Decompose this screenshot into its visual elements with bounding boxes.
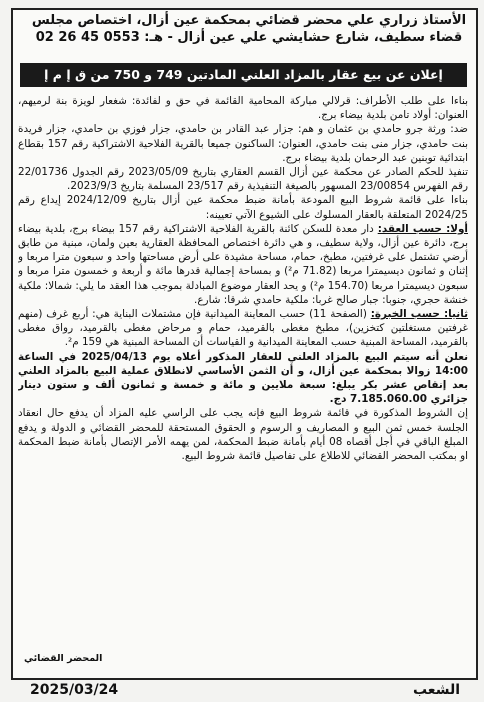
notice-title-banner: إعلان عن بيع عقار بالمزاد العلني المادتين 749 و 750 من ق إ م إ xyxy=(20,63,467,87)
paragraph-property-deed xyxy=(18,222,468,307)
publication-footer xyxy=(30,680,460,700)
paragraph-against: ضد: ورثة جرو حامدي بن عثمان و هم: جزار عبد القادر بن حامدي، جزار فوزي بن حامدي، جزار فريدة بنت حامدي، جزار منى بنت حامدي، العنوان: الساكنون جميعا بالقرية الفلاحية الاشتراكية رقم 157 بقطاع ابتدائية توبنين عبد الرحمان بلدية بيضاء برج. xyxy=(18,123,468,164)
header-line1: الأستاذ زراري علي محضر قضائي بمحكمة عين أزال، اختصاص مجلس xyxy=(31,13,467,28)
property-expertise-text: (الصفحة 11) حسب المعاينة الميدانية فإن مشتملات البناية هي: أربع غرف (منهم غرفتين مستغلتين كتخزين)، مطبخ مغطى بالقرميد، حمام و مرحاض مغطى بالقرميد، رواق مغطى بالقرميد، المساحة المبنية حسب المعاينة الميدانية و القياسات أن المساحة المبنية هي 159 م². xyxy=(18,308,468,349)
header-address: قضاء سطيف، شارع حشايشي علي عين أزال - هـ: xyxy=(144,30,463,45)
paragraph-execution: تنفيذ للحكم الصادر عن محكمة عين أزال القسم العقاري بتاريخ 2023/05/09 رقم الجدول 22/01736 رقم الفهرس 23/00854 المسهور بالصيغة التنفيذية رقم 23/517 المسلمة بتاريخ 2023/9/3. xyxy=(18,166,468,193)
paragraph-request: بناءا على طلب الأطراف: قرلالي مباركة المحامية القائمة في حق و لفائدة: شغعار لويزة بنة لرميهم، العنوان: أولاد تامن بلدية بيضاء برج. xyxy=(18,95,468,122)
publication-name: الشعب xyxy=(412,682,460,698)
notice-header xyxy=(24,12,474,46)
paragraph-property-expertise xyxy=(18,307,468,350)
paragraph-conditions: بناءا على قائمة شروط البيع المودعة بأمانة ضبط محكمة عين أزال بتاريخ 2024/12/09 إيداع رقم 2024/25 المتعلقة بالعقار المسلوك على الشيوع الآتي تعيينه: xyxy=(18,194,468,221)
header-line2 xyxy=(24,29,474,46)
property-deed-label: أولا: حسب العقد: xyxy=(377,222,468,235)
property-deed-text: دار معدة للسكن كائنة بالقرية الفلاحية الاشتراكية رقم 157 بيضاء برج، بلدية بيضاء برج، دائرة عين أزال، ولاية سطيف، و هي دائرة اختصاص المحافظة العقارية بعين ولمان، مبنية من طابق أرضي تشتمل على غرفتين، مطبخ، حمام، مساحة مشيدة على أرض مساحتها واحد و سبعون مترا مربعا و إثنان و ثمانون ديسيمترا مربعا (71.82 م²) و بمساحة إجمالية قدرها مائة و أربعة و خمسون مترا مربعا و سبعون ديسيمترا مربعا (154.70 م²) و يحد العقار موضوع المبادلة بموجب هذا العقد ما يلي: شمالا: ملكية خنشة حجري، جنوبا: جبار صالح غربا: ملكية حامدي شرقا: شارع. xyxy=(18,222,468,306)
header-phone: 02 26 45 0553 xyxy=(35,30,140,45)
paragraph-auction-announcement: نعلن أنه سيتم البيع بالمزاد العلني للعقار المذكور أعلاه يوم 2025/04/13 في الساعة 14:00 زوالا بمحكمة عين أزال، و أن الثمن الأساسي لانطلاق عملية البيع بالمزاد العلني بعد إنقاص عشر بكر يبلغ: سبعة ملايين و مائة و خمسة و ثمانون ألف و ستون دينار جزائري 7.185.060.00 دج. xyxy=(18,350,468,406)
property-expertise-label: ثانيا: حسب الخبرة: xyxy=(370,308,468,321)
notice-body xyxy=(18,94,468,649)
publication-date: 2025/03/24 xyxy=(30,682,119,698)
bailiff-signature: المحضر القضائي xyxy=(24,653,103,664)
paragraph-payment-terms: إن الشروط المذكورة في قائمة شروط البيع فإنه يجب على الراسي عليه المزاد أن يدفع حال انعقاد الجلسة خمس ثمن البيع و المصاريف و الرسوم و الحقوق المستحقة للمحضر القضائي و الدولة و يدفع المبلغ الباقي في أجل أقصاه 08 أيام بأمانة ضبط المحكمة، لمن يهمه الأمر الإتصال بأمانة ضبط المحكمة او بمكتب المحضر القضائي للاطلاع على تفاصيل قائمة شروط البيع. xyxy=(18,407,468,463)
